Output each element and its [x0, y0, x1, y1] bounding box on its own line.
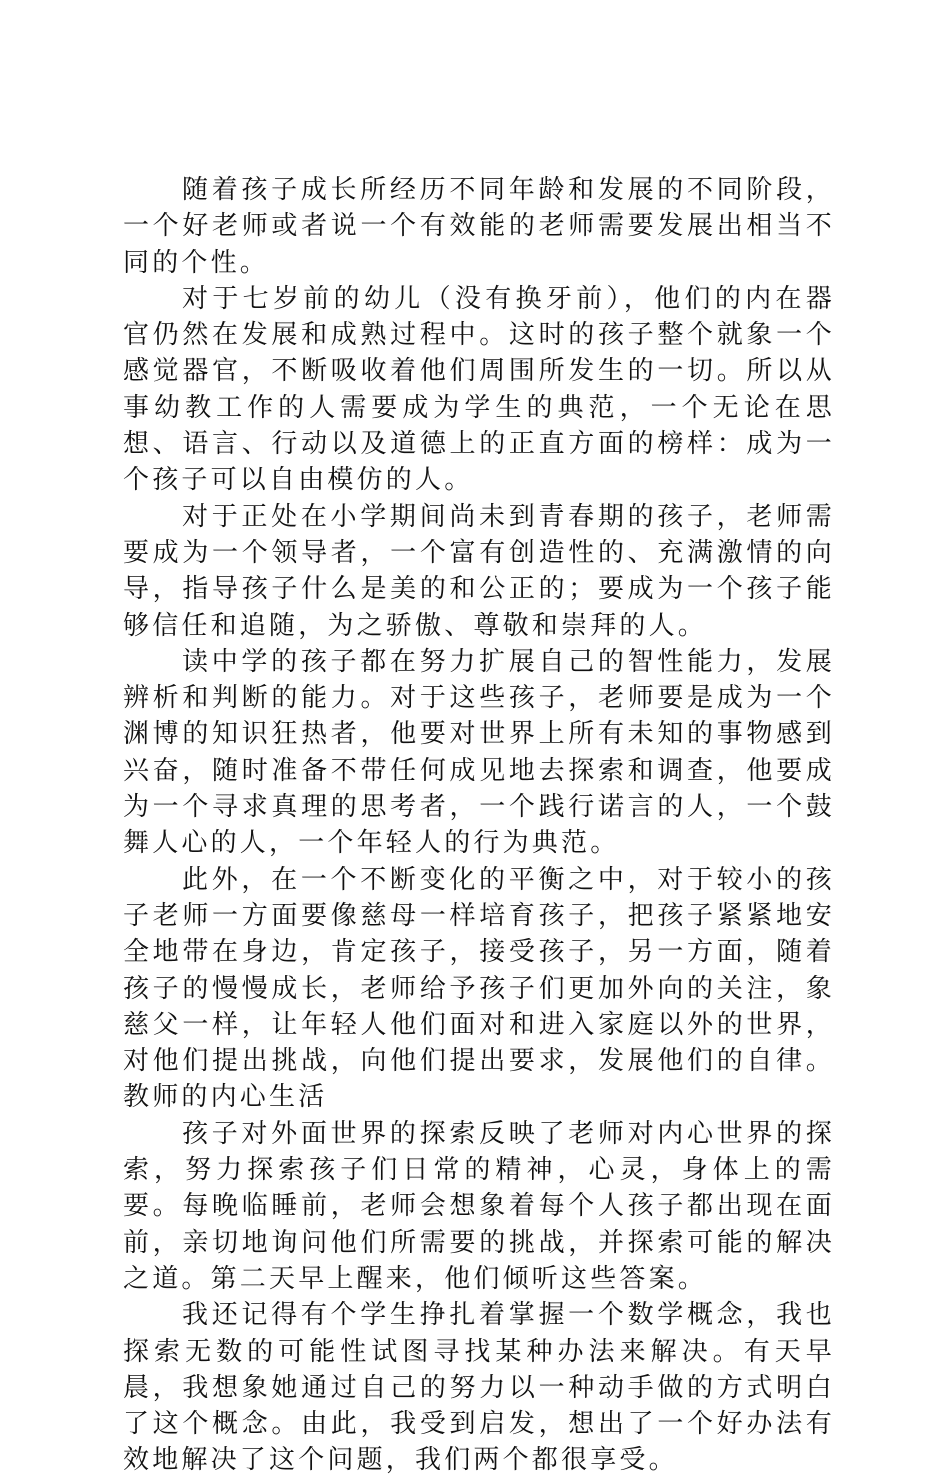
- paragraph-7: 我还记得有个学生挣扎着掌握一个数学概念，我也探索无数的可能性试图寻找某种办法来解决。有天早晨，我想象她通过自己的努力以一种动手做的方式明白了这个概念。由此，我受到启发，想出了一个好办法有效地解决了这个问题，我们两个都很享受。: [123, 1300, 835, 1476]
- paragraph-3: 对于正处在小学期间尚未到青春期的孩子，老师需要成为一个领导者，一个富有创造性的、充满激情的向导，指导孩子什么是美的和公正的；要成为一个孩子能够信任和追随，为之骄傲、尊敬和崇拜的人。: [123, 501, 835, 641]
- paragraph-1: 随着孩子成长所经历不同年龄和发展的不同阶段，一个好老师或者说一个有效能的老师需要发展出相当不同的个性。: [123, 175, 835, 278]
- paragraph-2: 对于七岁前的幼儿（没有换牙前），他们的内在器官仍然在发展和成熟过程中。这时的孩子整个就象一个感觉器官，不断吸收着他们周围所发生的一切。所以从事幼教工作的人需要成为学生的典范，一个无论在思想、语言、行动以及道德上的正直方面的榜样：成为一个孩子可以自由模仿的人。: [123, 283, 835, 496]
- paragraph-6: 孩子对外面世界的探索反映了老师对内心世界的探索，努力探索孩子们日常的精神，心灵，身体上的需要。每晚临睡前，老师会想象着每个人孩子都出现在面前，亲切地询问他们所需要的挑战，并探索可能的解决之道。第二天早上醒来，他们倾听这些答案。: [123, 1118, 835, 1294]
- paragraph-4: 读中学的孩子都在努力扩展自己的智性能力，发展辨析和判断的能力。对于这些孩子，老师要是成为一个渊博的知识狂热者，他要对世界上所有未知的事物感到兴奋，随时准备不带任何成见地去探索和调查，他要成为一个寻求真理的思考者，一个践行诺言的人，一个鼓舞人心的人，一个年轻人的行为典范。: [123, 646, 835, 859]
- paragraph-5: 此外，在一个不断变化的平衡之中，对于较小的孩子老师一方面要像慈母一样培育孩子，把孩子紧紧地安全地带在身边，肯定孩子，接受孩子，另一方面，随着孩子的慢慢成长，老师给予孩子们更加外向的关注，象慈父一样，让年轻人他们面对和进入家庭以外的世界，对他们提出挑战，向他们提出要求，发展他们的自律。教师的内心生活: [123, 864, 835, 1113]
- document-body: [123, 172, 835, 1479]
